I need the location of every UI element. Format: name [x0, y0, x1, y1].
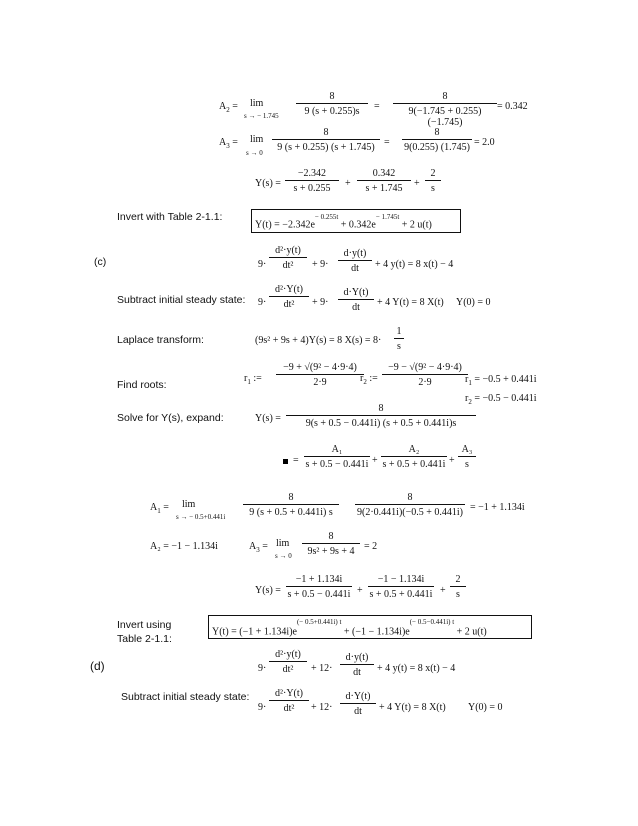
a2-mid-equals: = [374, 101, 380, 112]
a3-fraction-2: $\frac{8}{9(0.255) (1.745)}$ [402, 127, 472, 153]
ys-plus-2: + [414, 178, 420, 189]
a2-result: = 0.342 [497, 101, 528, 112]
c-ys2-plus-2: + [440, 585, 446, 596]
d-subtract-label: Subtract initial steady state: [121, 691, 250, 703]
c-laplace-lhs: (9s² + 9s + 4)Y(s) = 8 X(s) = 8· [255, 335, 382, 346]
c-ode-mid: + 9· [312, 259, 329, 270]
d-ode2-d2: $\frac{\text{d²·Y(t)}}{\text{dt²}}$ [269, 688, 309, 714]
c-r2-fraction: $\frac{\text{−9 − √(9² − 4·9·4)}}{2\cdot 9}$ [382, 362, 468, 388]
c-r1-value: $r_1 = -0.5 + 0.441i$ [465, 374, 537, 387]
c-a3-result: = 2 [364, 541, 378, 552]
c-ode2-d2: $\frac{\text{d²·Y(t)}}{\text{dt²}}$ [269, 284, 309, 310]
part-c-marker: (c) [94, 256, 107, 268]
c-ode-coef1: 9· [258, 259, 267, 270]
a2-fraction-1: $\frac{8}{9 (s + 0.255)s}$ [296, 91, 368, 117]
c-r2-value: $r_2 = -0.5 - 0.441i$ [465, 393, 537, 406]
c-ys2-term-2: $\frac{-1 - 1.134i}{s + 0.5 + 0.441i}$ [369, 574, 433, 600]
c-laplace-frac: $\frac{1}{s}$ [394, 326, 404, 352]
c-a2-text: A₂ = −1 − 1.134i [150, 541, 218, 552]
a2-fraction-2: $\frac{8}{9(-1.745 + 0.255)(-1.745)}$ [393, 91, 497, 128]
d-ode-d2: $\frac{\text{d²·y(t)}}{\text{dt²}}$ [269, 649, 307, 675]
c-ode2-d1: $\frac{d\cdot Y(t)}{dt}$ [338, 287, 374, 313]
c-laplace-label: Laplace transform: [117, 334, 204, 346]
a2-lim: lim [250, 98, 264, 109]
c-subtract-label: Subtract initial steady state: [117, 294, 246, 306]
ys-term-2: $\frac{0.342}{s + 1.745}$ [357, 168, 411, 194]
c-a3-lim-sub: s → 0 [275, 552, 292, 560]
c-ys2-term-1: $\frac{-1 + 1.134i}{s + 0.5 - 0.441i}$ [287, 574, 351, 600]
invert-result-b: $Y(t) = -2.342e^{- 0.255t} + 0.342e^{- 1.745t} + 2$ u(t) [255, 213, 432, 231]
a2-label: $A_2$ = [219, 101, 238, 114]
c-ys2-term-3: $\frac{2}{s}$ [450, 574, 466, 600]
c-expand-term-2: $\frac{\text{A₂}}{s + 0.5 + 0.441i}$ [382, 444, 446, 470]
c-expand-term-3: $\frac{\text{A₃}}{s}$ [458, 444, 476, 470]
c-a3-lim: lim [276, 538, 290, 549]
d-ode2-rest: + 4 Y(t) = 8 X(t) [379, 702, 446, 713]
ys-term-1: $\frac{-2.342}{s + 0.255}$ [285, 168, 339, 194]
c-expand-plus-2: + [449, 455, 455, 466]
d-ode2-ic: Y(0) = 0 [468, 702, 503, 713]
a3-label: $A_3$ = [219, 137, 238, 150]
c-a1-result: = −1 + 1.134i [470, 502, 525, 513]
c-roots-label: Find roots: [117, 379, 167, 391]
invert-label-b: Invert with Table 2-1.1: [117, 211, 223, 223]
c-a3-label: $A_3$ = [249, 541, 268, 554]
c-a1-fraction-2: $\frac{8}{9(2\cdot 0.441i)(-0.5 + 0.441i)}$ [357, 492, 463, 518]
c-ode-d1: $\frac{d\cdot y(t)}{dt}$ [338, 248, 372, 274]
c-invert-label-2: Table 2-1.1: [117, 633, 172, 645]
c-ode2-coef1: 9· [258, 297, 267, 308]
ys-plus-1: + [345, 178, 351, 189]
ys-lhs: Y(s) = [255, 178, 281, 189]
invert-result-box-b [251, 209, 461, 233]
c-invert-label-1: Invert using [117, 619, 172, 631]
c-r1-lhs: $r_1$ := [244, 373, 262, 386]
a3-mid-equals: = [384, 137, 390, 148]
c-ys-fraction: $\frac{8}{9(s + 0.5 - 0.441i) (s + 0.5 + 0.441i)s}$ [286, 403, 476, 429]
c-invert-result-box [208, 615, 532, 639]
c-a3-fraction: $\frac{8}{\text{9s² + 9s + 4}}$ [302, 531, 360, 557]
a3-lim-sub: s → 0 [246, 149, 263, 157]
c-a1-label: $A_1$ = [150, 502, 169, 515]
d-ode2-mid: + 12· [311, 702, 333, 713]
c-r1-fraction: $\frac{\text{−9 + √(9² − 4·9·4)}}{2\cdot 9}$ [276, 362, 364, 388]
d-ode-d1: $\frac{d\cdot y(t)}{dt}$ [340, 652, 374, 678]
part-d-marker: (d) [90, 659, 105, 673]
a3-lim: lim [250, 134, 264, 145]
c-ode-rest: + 4 y(t) = 8 x(t) − 4 [375, 259, 454, 270]
a3-fraction-1: $\frac{8}{9 (s + 0.255) (s + 1.745)}$ [272, 127, 380, 153]
c-ode2-mid: + 9· [312, 297, 329, 308]
c-invert-result: $Y(t) = (-1 + 1.134i)e^{(- 0.5+0.441i) t} + (-1 - 1.134i)e^{(- 0.5-0.441i) t} + 2$ u(t) [212, 618, 487, 638]
ys-term-3: $\frac{2}{s}$ [425, 168, 441, 194]
d-ode-coef1: 9· [258, 663, 267, 674]
c-ys-lhs: Y(s) = [255, 413, 281, 424]
c-solve-label: Solve for Y(s), expand: [117, 412, 224, 424]
c-a1-lim-sub: s → − 0.5+0.441i [176, 513, 226, 521]
d-ode-rest: + 4 y(t) = 8 x(t) − 4 [377, 663, 456, 674]
c-a1-fraction-1: $\frac{8}{9 (s + 0.5 + 0.441i) s}$ [243, 492, 339, 518]
c-expand-eq: = [293, 455, 299, 466]
c-expand-plus-1: + [372, 455, 378, 466]
c-ys2-plus-1: + [357, 585, 363, 596]
c-ode2-rest: + 4 Y(t) = 8 X(t) [377, 297, 444, 308]
c-a1-lim: lim [182, 499, 196, 510]
d-ode-mid: + 12· [311, 663, 333, 674]
a3-result: = 2.0 [474, 137, 495, 148]
c-ode-d2: $\frac{\text{d²·y(t)}}{\text{dt²}}$ [269, 245, 307, 271]
c-expand-term-1: $\frac{\text{A₁}}{s + 0.5 - 0.441i}$ [305, 444, 369, 470]
d-ode2-d1: $\frac{d\cdot Y(t)}{dt}$ [340, 691, 376, 717]
c-r2-lhs: $r_2$ := [360, 373, 378, 386]
c-ys2-lhs: Y(s) = [255, 585, 281, 596]
a2-lim-sub: s → − 1.745 [244, 112, 279, 120]
c-ode2-ic: Y(0) = 0 [456, 297, 491, 308]
cursor-marker [283, 459, 288, 464]
d-ode2-coef1: 9· [258, 702, 267, 713]
